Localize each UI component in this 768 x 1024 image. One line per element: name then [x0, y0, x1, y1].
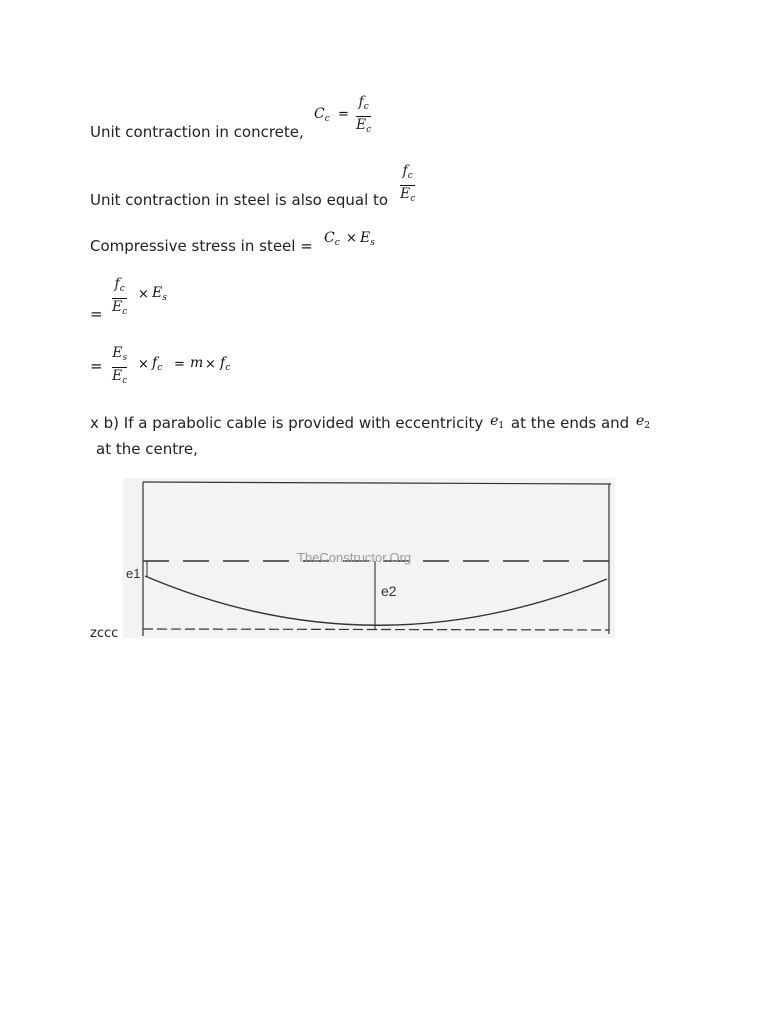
part-b-text-continued: at the centre, — [96, 440, 198, 458]
cable-profile-figure — [123, 478, 615, 638]
label-e1: e1 — [126, 566, 141, 581]
equals-sign-1: = — [90, 305, 103, 323]
formula-es-ec-times-fc: $E_s$ $E_c$ × $f_c$ = m × $f_c$ — [112, 345, 231, 386]
e1-symbol: $e_1$ — [490, 413, 505, 431]
parabolic-cable-profile — [145, 576, 607, 625]
formula-fc-ec-times-es: $f_c$ $E_c$ × $E_s$ — [112, 276, 167, 317]
line-unit-contraction-concrete: Unit contraction in concrete, — [90, 123, 304, 141]
beam-top-edge — [143, 482, 611, 484]
formula-fc-over-ec: $f_c$ $E_c$ — [400, 163, 416, 204]
cable-profile-diagram — [123, 478, 615, 638]
formula-cc-times-es: $C_c$ × $E_s$ — [324, 230, 375, 248]
part-b-text: x b) If a parabolic cable is provided with eccentricity $e_1$ at the ends and $e_2$ — [90, 413, 650, 432]
beam-bottom-edge — [143, 629, 609, 630]
formula-cc: $C_c$ = $f_c$ $E_c$ — [314, 94, 372, 135]
watermark-text: TheConstructor.Org — [297, 550, 412, 565]
equals-sign-2: = — [90, 357, 103, 375]
label-e2: e2 — [381, 583, 397, 599]
e2-symbol: $e_2$ — [635, 413, 650, 431]
line-compressive-stress: Compressive stress in steel = — [90, 237, 313, 255]
line-unit-contraction-steel: Unit contraction in steel is also equal to — [90, 191, 389, 209]
figure-side-label: zccc — [90, 626, 119, 641]
